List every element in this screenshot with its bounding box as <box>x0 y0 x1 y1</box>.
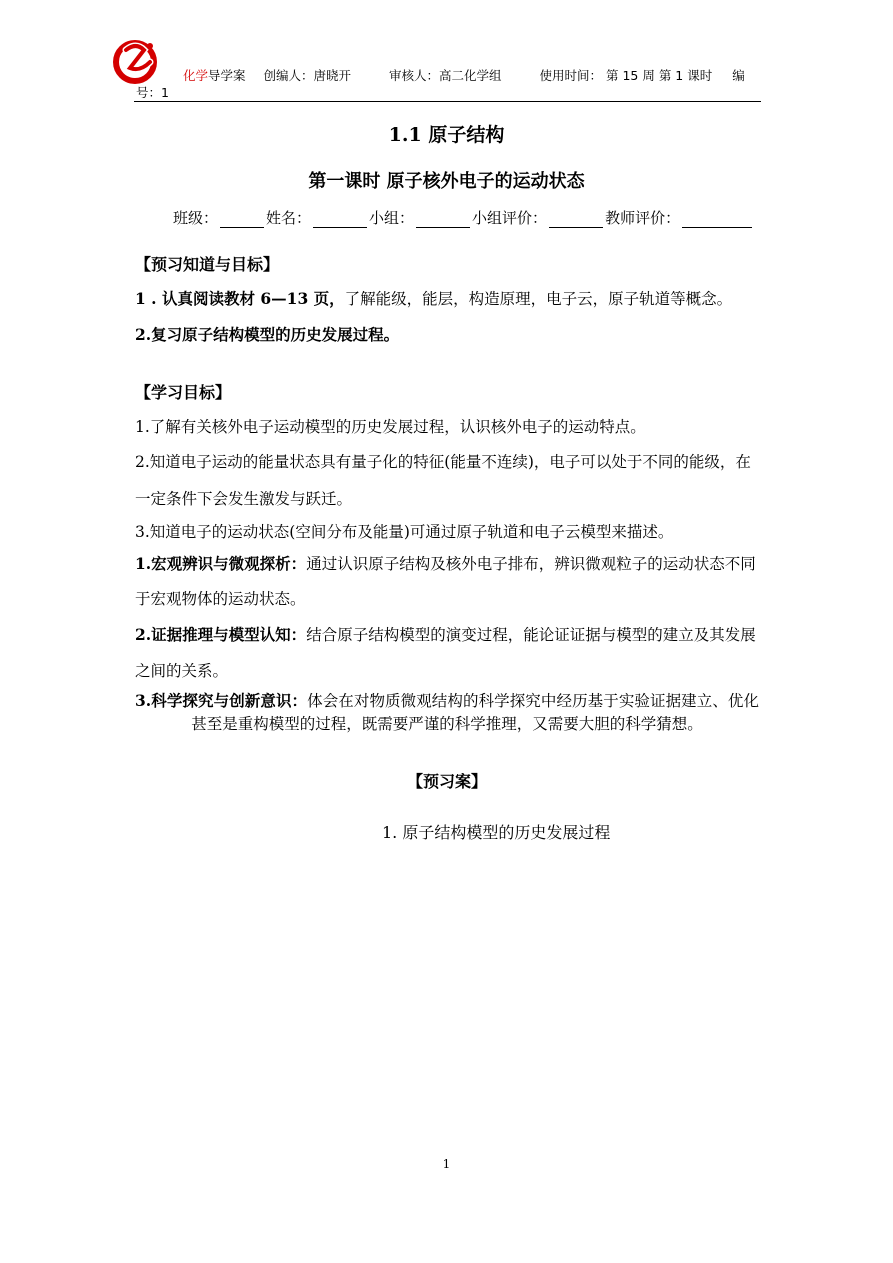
case-section <box>135 764 759 799</box>
header-doc-type: 导学案 <box>208 68 246 83</box>
literacy-1 <box>135 546 759 617</box>
school-logo <box>110 38 160 84</box>
student-info-row <box>173 207 754 228</box>
goal-2: 2.知道电子运动的能量状态具有量子化的特征(能量不连续)，电子可以处于不同的能级，在一定条件下会发生激发与跃迁。 <box>135 453 751 508</box>
literacy-2-bold: 2.证据推理与模型认知： <box>135 625 307 644</box>
header-reviewer: 审核人：高二化学组 <box>389 68 502 83</box>
name-label: 姓名： <box>266 209 312 227</box>
literacy-2-rest: 结合原子结构模型的演变过程，能论证证据与模型的建立及其发展之间的关系。 <box>135 626 756 680</box>
goal-3: 3.知道电子的运动状态(空间分布及能量)可通过原子轨道和电子云模型来描述。 <box>135 523 674 541</box>
name-blank[interactable] <box>313 211 367 228</box>
preview-section <box>135 249 759 352</box>
goals-section <box>135 376 759 736</box>
header-author: 创编人：唐晓开 <box>263 68 352 83</box>
goal-1: 1.了解有关核外电子运动模型的历史发展过程，认识核外电子的运动特点。 <box>135 418 646 436</box>
header-code-part2: 号：1 <box>136 85 169 100</box>
class-label: 班级： <box>173 209 219 227</box>
case-heading: 【预习案】 <box>406 772 487 791</box>
preview-item-1-bold: 1 . 认真阅读教材 6—13 页， <box>135 289 345 308</box>
preview-item-1 <box>135 281 759 317</box>
group-blank[interactable] <box>416 211 470 228</box>
header-time: 使用时间： 第 15 周 第 1 课时 <box>539 68 713 83</box>
teacher-eval-blank[interactable] <box>682 211 752 228</box>
group-eval-label: 小组评价： <box>472 209 548 227</box>
class-blank[interactable] <box>220 211 264 228</box>
literacy-2 <box>135 617 759 689</box>
header-brand: 化学 <box>183 68 209 83</box>
literacy-3-rest: 体会在对物质微观结构的科学探究中经历基于实验证据建立、优化甚至是重构模型的过程，既需要严谨的科学推理，又需要大胆的科学猜想。 <box>191 692 759 733</box>
group-eval-blank[interactable] <box>549 211 603 228</box>
literacy-1-rest: 通过认识原子结构及核外电子排布，辨识微观粒子的运动状态不同于宏观物体的运动状态。 <box>135 555 756 608</box>
preview-item-2: 2.复习原子结构模型的历史发展过程。 <box>135 325 400 344</box>
page-number: 1 <box>442 1157 451 1171</box>
literacy-1-bold: 1.宏观辨识与微观探析： <box>135 554 307 573</box>
header-code-part1: 编 <box>732 68 745 83</box>
goals-heading: 【学习目标】 <box>135 383 232 402</box>
group-label: 小组： <box>369 209 415 227</box>
literacy-3-bold: 3.科学探究与创新意识： <box>135 691 308 710</box>
case-item-1-wrap <box>382 815 762 850</box>
page-subtitle: 第一课时 原子核外电子的运动状态 <box>308 171 585 192</box>
page-title: 1.1 原子结构 <box>388 124 505 146</box>
header-info <box>183 66 763 84</box>
case-item-1: 1. 原子结构模型的历史发展过程 <box>382 823 611 842</box>
teacher-eval-label: 教师评价： <box>605 209 681 227</box>
preview-heading: 【预习知道与目标】 <box>135 255 280 274</box>
literacy-3 <box>135 689 759 736</box>
preview-item-1-rest: 了解能级，能层，构造原理，电子云，原子轨道等概念。 <box>344 290 733 308</box>
header-divider <box>134 101 761 102</box>
